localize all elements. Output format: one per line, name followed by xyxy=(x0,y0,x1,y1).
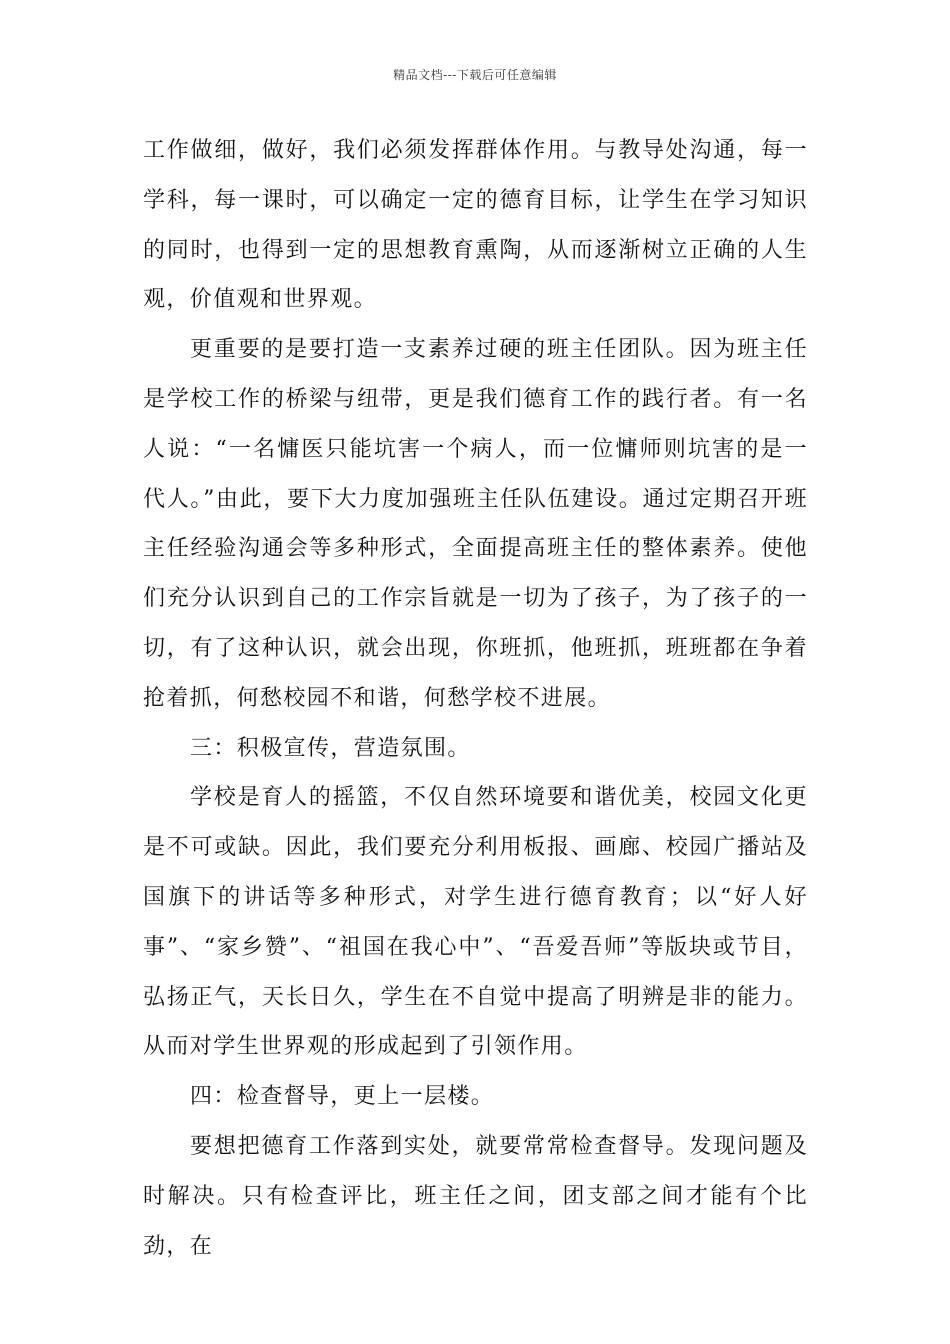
document-body xyxy=(143,126,808,1271)
paragraph-6: 要想把德育工作落到实处，就要常常检查督导。发现问题及时解决。只有检查评比，班主任之间，团支部之间才能有个比劲，在 xyxy=(143,1133,808,1259)
section-heading-4: 四：检查督导，更上一层楼。 xyxy=(190,1084,495,1110)
page-header: 精品文档---下载后可任意编辑 xyxy=(393,68,557,82)
section-heading-3: 三：积极宣传，营造氛围。 xyxy=(190,735,471,761)
paragraph-2: 更重要的是要打造一支素养过硬的班主任团队。因为班主任是学校工作的桥梁与纽带，更是我们德育工作的践行者。有一名人说：“一名慵医只能坑害一个病人，而一位慵师则坑害的是一代人。”由此，要下大力度加强班主任队伍建设。通过定期召开班主任经验沟通会等多种形式，全面提高班主任的整体素养。使他们充分认识到自己的工作宗旨就是一切为了孩子，为了孩子的一切，有了这种认识，就会出现，你班抓，他班抓，班班都在争着抢着抓，何愁校园不和谐，何愁学校不进展。 xyxy=(143,337,808,711)
paragraph-1: 工作做细，做好，我们必须发挥群体作用。与教导处沟通，每一学科，每一课时，可以确定一定的德育目标，让学生在学习知识的同时，也得到一定的思想教育熏陶，从而逐渐树立正确的人生观，价值观和世界观。 xyxy=(143,138,808,313)
paragraph-4: 学校是育人的摇篮，不仅自然环境要和谐优美，校园文化更是不可或缺。因此，我们要充分利用板报、画廊、校园广播站及国旗下的讲话等多种形式，对学生进行德育教育；以“好人好事”、“家乡赞”、“祖国在我心中”、“吾爱吾师”等版块或节目，弘扬正气，天长日久，学生在不自觉中提高了明辨是非的能力。从而对学生世界观的形成起到了引领作用。 xyxy=(143,785,808,1060)
